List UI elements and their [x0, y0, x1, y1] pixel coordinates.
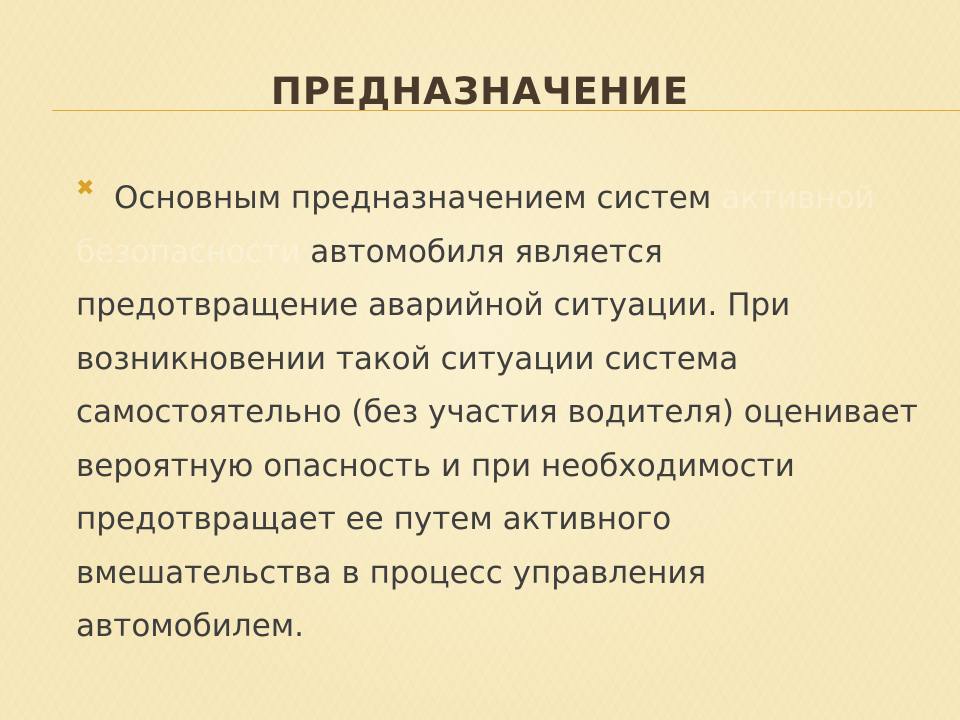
slide-title: ПРЕДНАЗНАЧЕНИЕ: [270, 70, 690, 113]
paragraph-text-part2: автомобиля является предотвращение аварийной ситуации. При возникновении такой ситуации система самостоятельно (без участия водителя) оценивает вероятную опасность и при необходимости предотвращает ее путем активного вмешательства в процесс управления автомобилем.: [76, 233, 918, 644]
paragraph-faint-text: активной безопасности: [76, 180, 875, 270]
bullet-paragraph: [76, 172, 936, 654]
x-bullet-icon: ✖: [76, 176, 95, 201]
title-underline: [52, 110, 960, 111]
paragraph-text-part1: Основным предназначением систем: [114, 180, 722, 216]
